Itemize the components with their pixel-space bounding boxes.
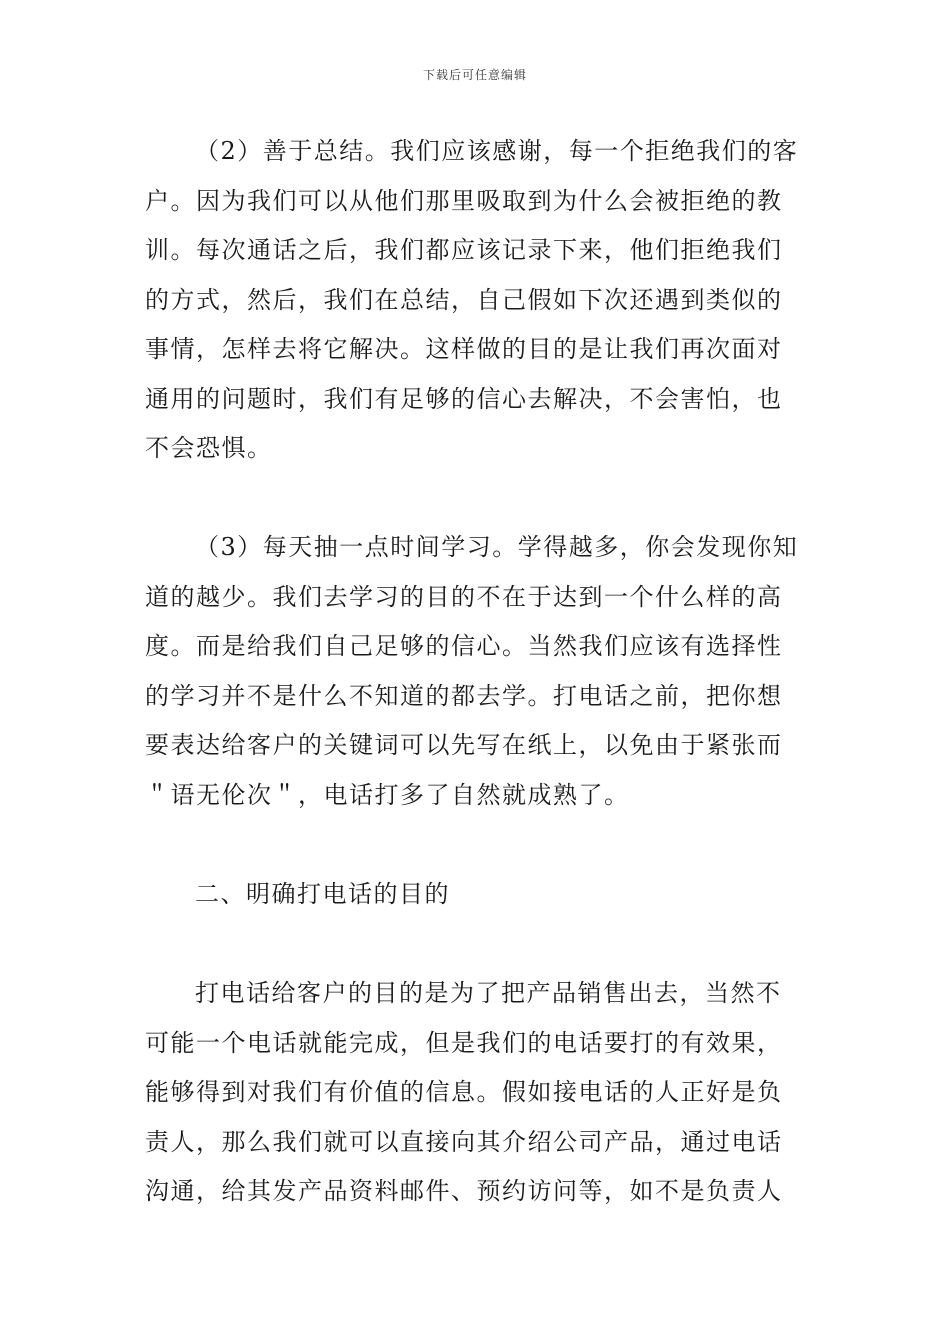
text-line: 要表达给客户的关键词可以先写在纸上，以免由于紧张而 <box>145 731 783 759</box>
text-line: （2）善于总结。我们应该感谢，每一个拒绝我们的客 <box>195 137 799 165</box>
text-line: 度。而是给我们自己足够的信心。当然我们应该有选择性 <box>145 632 783 660</box>
text-line: 的方式，然后，我们在总结，自己假如下次还遇到类似的 <box>145 285 783 314</box>
text-line: 的学习并不是什么不知道的都去学。打电话之前，把你想 <box>145 681 783 710</box>
paragraph-purpose <box>145 969 807 1217</box>
paragraph-summarize <box>145 127 807 474</box>
text-line: 训。每次通话之后，我们都应该记录下来，他们拒绝我们 <box>145 236 783 264</box>
page-header: 下载后可任意编辑 <box>422 68 527 82</box>
text-line: 责人，那么我们就可以直接向其介绍公司产品，通过电话 <box>145 1127 783 1156</box>
text-line: 事情，怎样去将它解决。这样做的目的是让我们再次面对 <box>145 335 783 363</box>
section-heading <box>145 870 807 920</box>
heading-line: 二、明确打电话的目的 <box>195 880 450 908</box>
text-line: 不会恐惧。 <box>145 434 273 462</box>
text-line: 可能一个电话就能完成，但是我们的电话要打的有效果， <box>145 1028 783 1057</box>
text-line: 打电话给客户的目的是为了把产品销售出去，当然不 <box>195 979 782 1007</box>
paragraph-study <box>145 523 807 820</box>
text-line: ＂语无伦次＂，电话打多了自然就成熟了。 <box>145 780 630 809</box>
text-line: （3）每天抽一点时间学习。学得越多，你会发现你知 <box>195 533 799 561</box>
text-line: 通用的问题时，我们有足够的信心去解决，不会害怕，也 <box>145 384 783 413</box>
text-line: 能够得到对我们有价值的信息。假如接电话的人正好是负 <box>145 1078 783 1106</box>
text-line: 沟通，给其发产品资料邮件、预约访问等，如不是负责人 <box>145 1177 783 1205</box>
text-line: 户。因为我们可以从他们那里吸取到为什么会被拒绝的教 <box>145 186 783 215</box>
text-line: 道的越少。我们去学习的目的不在于达到一个什么样的高 <box>145 582 783 611</box>
